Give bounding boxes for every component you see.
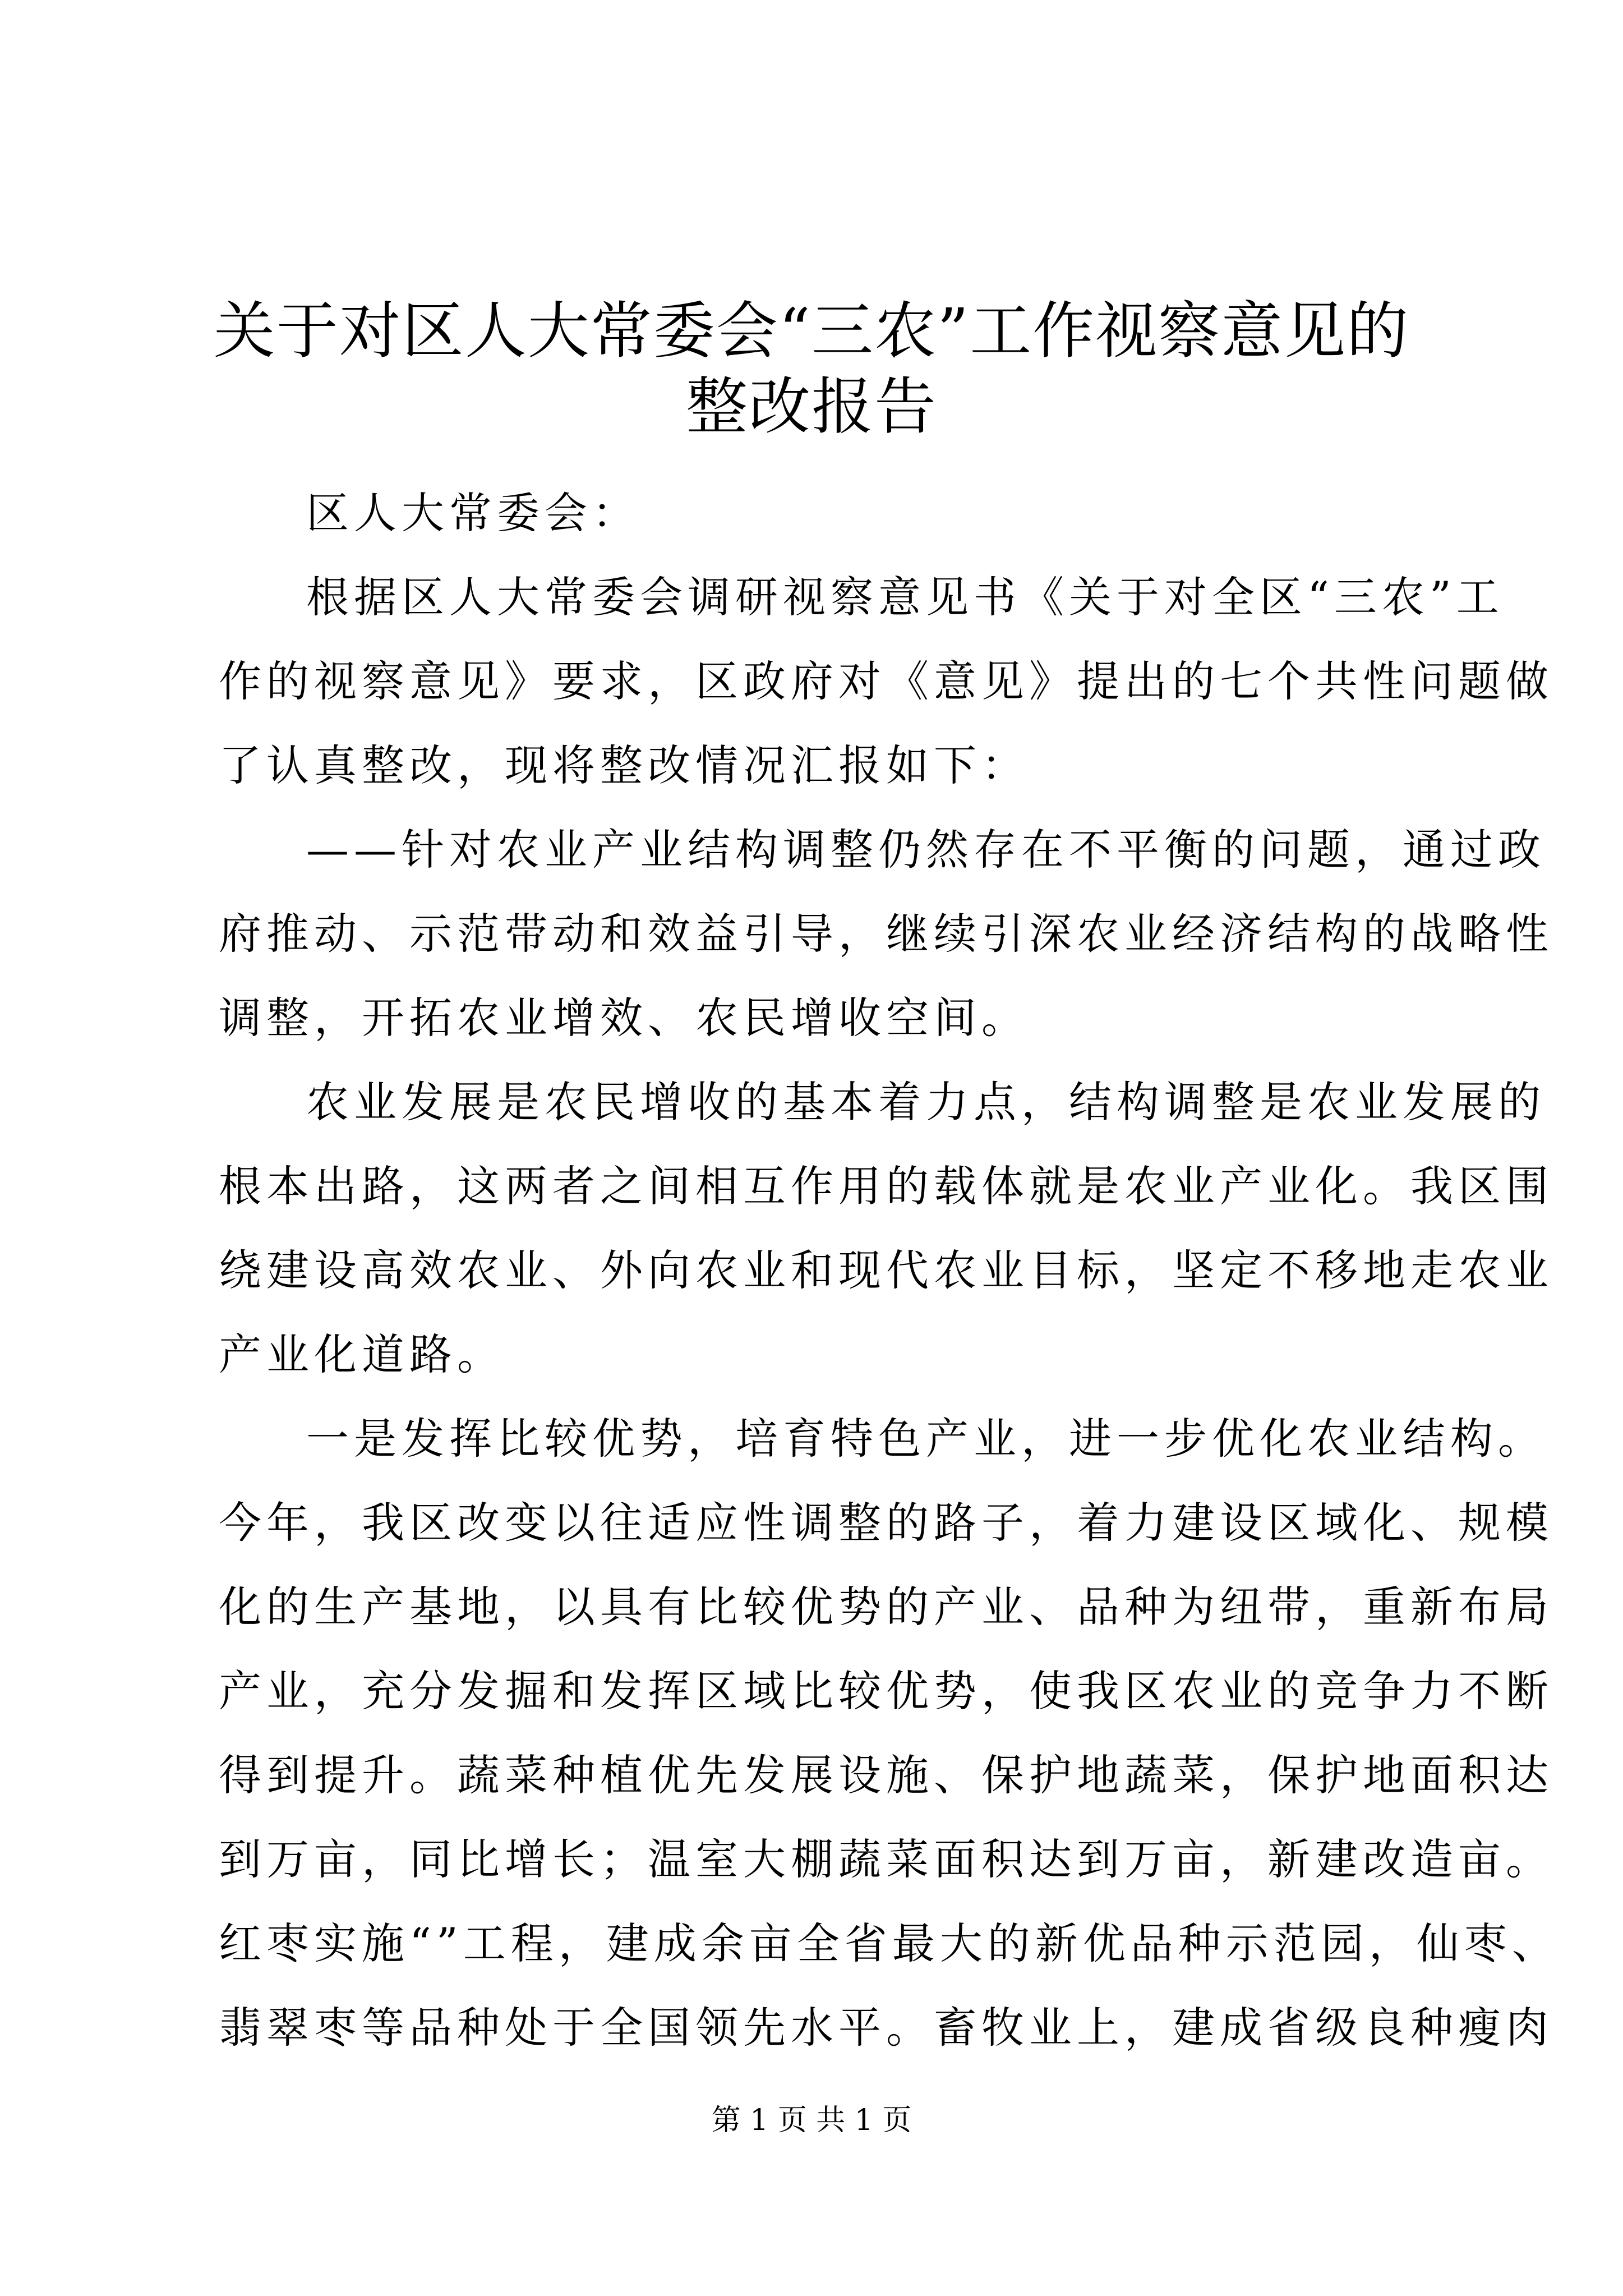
body-text-line: 作的视察意见》要求，区政府对《意见》提出的七个共性问题做 xyxy=(219,656,1553,706)
document-body xyxy=(219,471,1560,2070)
body-text-line: 到万亩，同比增长；温室大棚蔬菜面积达到万亩，新建改造亩。 xyxy=(219,1834,1553,1884)
body-text-line: 一是发挥比较优势，培育特色产业，进一步优化农业结构。 xyxy=(306,1414,1546,1464)
body-text-line: 了认真整改，现将整改情况汇报如下： xyxy=(219,740,1029,790)
body-text-line: 调整，开拓农业增效、农民增收空间。 xyxy=(219,993,1029,1043)
body-text-line: 化的生产基地，以具有比较优势的产业、品种为纽带，重新布局 xyxy=(219,1582,1553,1632)
body-text-line: 产业化道路。 xyxy=(219,1329,505,1379)
body-text-line: 农业发展是农民增收的基本着力点，结构调整是农业发展的 xyxy=(306,1077,1546,1127)
body-text-line: 区人大常委会： xyxy=(306,488,640,538)
body-text-line: 产业，充分发掘和发挥区域比较优势，使我区农业的竞争力不断 xyxy=(219,1666,1553,1716)
body-text-line: ——针对农业产业结构调整仍然存在不平衡的问题，通过政 xyxy=(306,825,1546,875)
body-text-line: 根据区人大常委会调研视察意见书《关于对全区“三农”工 xyxy=(306,572,1504,622)
body-text-line: 府推动、示范带动和效益引导，继续引深农业经济结构的战略性 xyxy=(219,909,1553,959)
document-title-line-1: 关于对区人大常委会“三农”工作视察意见的 xyxy=(213,295,1410,367)
body-text-line: 今年，我区改变以往适应性调整的路子，着力建设区域化、规模 xyxy=(219,1498,1553,1548)
body-text-line: 翡翠枣等品种处于全国领先水平。畜牧业上，建成省级良种瘦肉 xyxy=(219,2003,1553,2053)
page-number-footer: 第 1 页 共 1 页 xyxy=(711,2104,912,2137)
body-text-line: 根本出路，这两者之间相互作用的载体就是农业产业化。我区围 xyxy=(219,1161,1553,1211)
body-text-line: 得到提升。蔬菜种植优先发展设施、保护地蔬菜，保护地面积达 xyxy=(219,1750,1553,1800)
body-text-line: 红枣实施“”工程，建成余亩全省最大的新优品种示范园，仙枣、 xyxy=(219,1918,1560,1968)
document-title-line-2: 整改报告 xyxy=(686,371,937,443)
body-text-line: 绕建设高效农业、外向农业和现代农业目标，坚定不移地走农业 xyxy=(219,1245,1553,1295)
